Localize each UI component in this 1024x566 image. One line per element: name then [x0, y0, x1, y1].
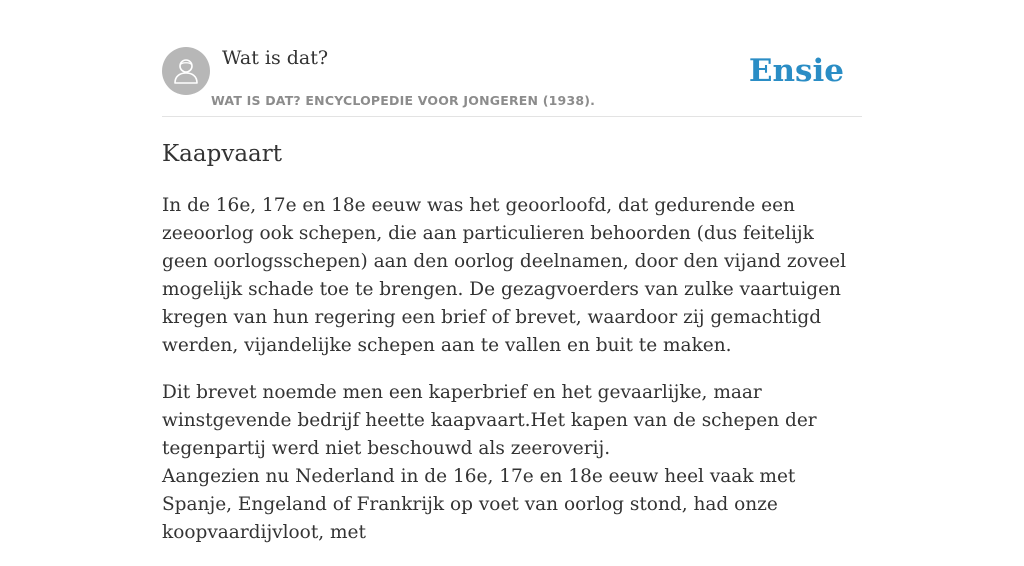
source-header: [162, 46, 862, 117]
ensie-logo-link[interactable]: Ensie: [748, 53, 844, 89]
article-paragraph: In de 16e, 17e en 18e eeuw was het geoorloofd, dat gedurende een zeeoorlog ook schepen, die aan particulieren behoorden (dus feitelijk geen oorlogsschepen) aan den oorlog deelnamen, door den vijand zoveel mogelijk schade toe te brengen. De gezagvoerders van zulke vaartuigen kregen van hun regering een brief of brevet, waardoor zij gemachtigd werden, vijandelijke schepen aan te vallen en buit te maken.: [162, 195, 847, 356]
article: [162, 138, 862, 566]
source-title-link[interactable]: Wat is dat?: [222, 47, 329, 69]
source-avatar[interactable]: [162, 47, 210, 95]
user-icon: [171, 56, 201, 86]
article-title: Kaapvaart: [162, 141, 282, 167]
source-subtitle: WAT IS DAT? ENCYCLOPEDIE VOOR JONGEREN (1938).: [211, 93, 596, 108]
article-paragraph: Aangezien nu Nederland in de 16e, 17e en 18e eeuw heel vaak met Spanje, Engeland of Frankrijk op voet van oorlog stond, had onze koopvaardijvloot, met: [162, 466, 796, 543]
article-paragraph: Dit brevet noemde men een kaperbrief en het gevaarlijke, maar winstgevende bedrijf heette kaapvaart.Het kapen van de schepen der tegenpartij werd niet beschouwd als zeeroverij.: [162, 382, 817, 459]
